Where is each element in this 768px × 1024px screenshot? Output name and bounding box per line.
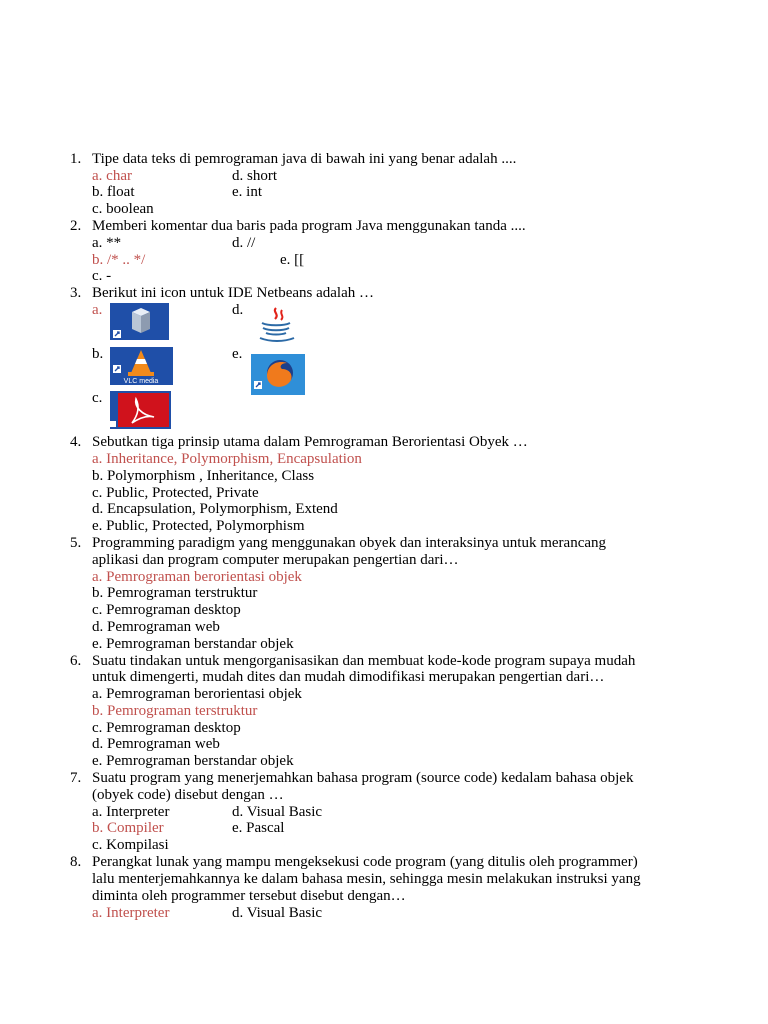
q2-option-d: d. // [232,235,256,251]
q6-text-line2: untuk dimengerti, mudah dites dan mudah dimodifikasi merupakan pengertian dari… [92,669,605,685]
q8-text-line1: Perangkat lunak yang mampu mengeksekusi code program (yang ditulis oleh programmer) [92,854,638,870]
q7-text-line2: (obyek code) disebut dengan … [92,787,284,803]
q8-option-d: d. Visual Basic [232,905,323,921]
q3-option-a: a. [92,302,103,318]
q4-option-b: b. Polymorphism , Inheritance, Class [92,468,315,484]
q3-option-c: c. [92,390,103,406]
q8-number: 8. [70,854,82,870]
q8-text-line3: diminta oleh programmer tersebut disebut dengan… [92,888,406,904]
q5-option-c: c. Pemrograman desktop [92,602,241,618]
q2-option-c: c. - [92,268,112,284]
q2-option-a: a. ** [92,235,122,251]
q6-text-line1: Suatu tindakan untuk mengorganisasikan dan membuat kode-kode program supaya mudah [92,653,636,669]
q6-option-e: e. Pemrograman berstandar objek [92,753,294,769]
q5-option-a: a. Pemrograman berorientasi objek [92,569,302,585]
q7-number: 7. [70,770,82,786]
q7-option-e: e. Pascal [232,820,285,836]
q5-option-d: d. Pemrograman web [92,619,220,635]
java-cup-icon [254,306,300,342]
q3-text: Berikut ini icon untuk IDE Netbeans adalah … [92,285,375,301]
q1-number: 1. [70,151,82,167]
q4-number: 4. [70,434,82,450]
q7-option-c: c. Kompilasi [92,837,169,853]
q2-option-e: e. [[ [280,252,305,268]
q5-option-b: b. Pemrograman terstruktur [92,585,258,601]
acrobat-reader-icon [110,391,171,429]
q1-option-b: b. float [92,184,135,200]
q3-option-b: b. [92,346,104,362]
q4-option-a: a. Inheritance, Polymorphism, Encapsulation [92,451,362,467]
q8-text-line2: lalu menterjemahkannya ke dalam bahasa mesin, sehingga mesin melakukan instruksi yang [92,871,641,887]
q4-text: Sebutkan tiga prinsip utama dalam Pemrograman Berorientasi Obyek … [92,434,528,450]
vlc-caption: VLC media [123,378,159,385]
q5-number: 5. [70,535,82,551]
q1-option-e: e. int [232,184,262,200]
q8-option-a: a. Interpreter [92,905,170,921]
q7-option-a: a. Interpreter [92,804,170,820]
q1-option-c: c. boolean [92,201,154,217]
q7-option-d: d. Visual Basic [232,804,323,820]
q3-option-e: e. [232,346,243,362]
q6-number: 6. [70,653,82,669]
q5-text-line1: Programming paradigm yang menggunakan obyek dan interaksinya untuk merancang [92,535,607,551]
q1-option-d: d. short [232,168,277,184]
firefox-icon [251,354,305,395]
q5-text-line2: aplikasi dan program computer merupakan pengertian dari… [92,552,459,568]
vlc-cone-icon [110,347,173,385]
q3-number: 3. [70,285,82,301]
q1-text: Tipe data teks di pemrograman java di bawah ini yang benar adalah .... [92,151,517,167]
q5-option-e: e. Pemrograman berstandar objek [92,636,294,652]
q4-option-c: c. Public, Protected, Private [92,485,259,501]
q7-text-line1: Suatu program yang menerjemahkan bahasa program (source code) kedalam bahasa objek [92,770,634,786]
q6-option-d: d. Pemrograman web [92,736,220,752]
q7-option-b: b. Compiler [92,820,164,836]
q2-number: 2. [70,218,82,234]
q2-text: Memberi komentar dua baris pada program Java menggunakan tanda .... [92,218,526,234]
q1-option-a: a. char [92,168,132,184]
q6-option-a: a. Pemrograman berorientasi objek [92,686,302,702]
q6-option-b: b. Pemrograman terstruktur [92,703,258,719]
q4-option-e: e. Public, Protected, Polymorphism [92,518,305,534]
q2-option-b: b. /* .. */ [92,252,146,268]
netbeans-cube-icon [110,303,169,340]
q6-option-c: c. Pemrograman desktop [92,720,241,736]
q4-option-d: d. Encapsulation, Polymorphism, Extend [92,501,338,517]
q3-option-d: d. [232,302,244,318]
